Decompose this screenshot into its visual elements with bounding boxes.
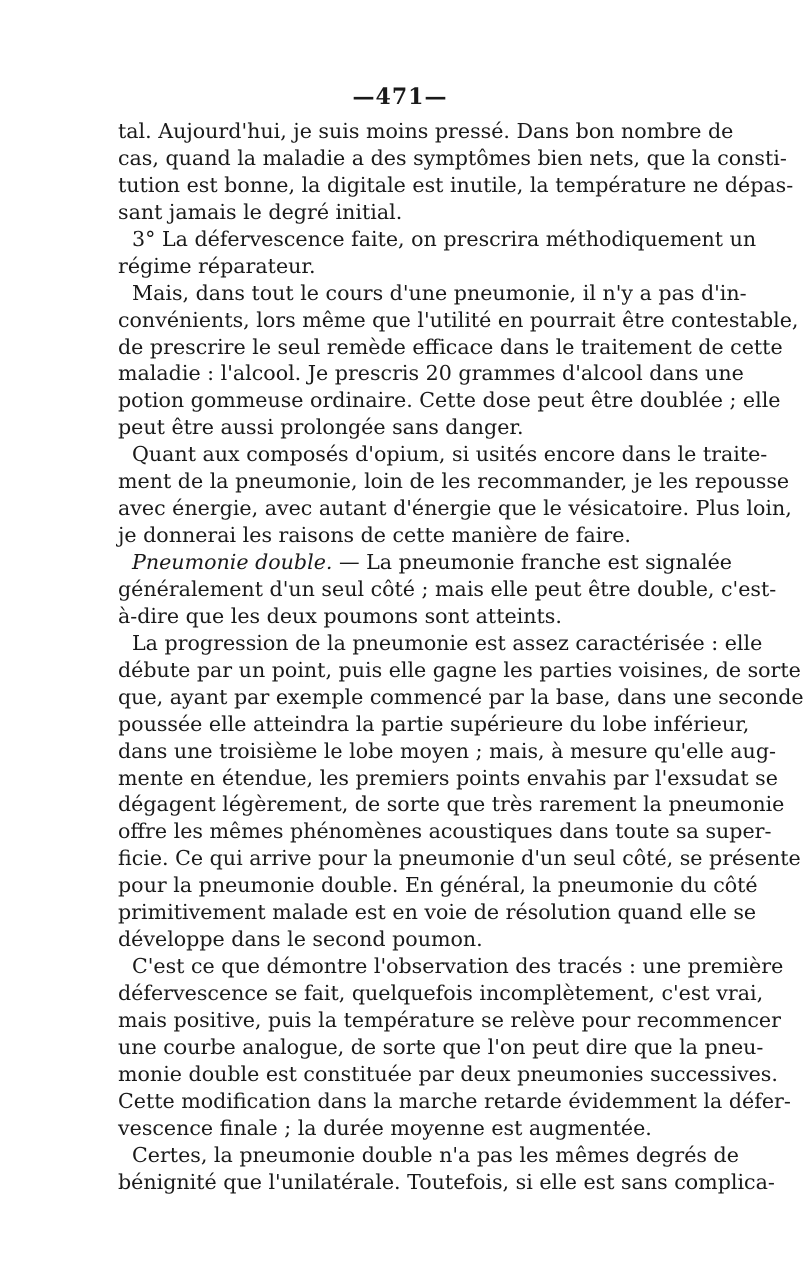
page-number: —471— [352,84,448,110]
text-line: Certes, la pneumonie double n'a pas les mêmes degrés de [132,1142,739,1167]
text-line: ment de la pneumonie, loin de les recommander, je les repousse [118,469,790,494]
text-line: à-dire que les deux poumons sont atteints. [118,603,562,628]
text-line: débute par un point, puis elle gagne les parties voisines, de sorte [118,657,801,682]
text-line: monie double est constituée par deux pneumonies successives. [118,1061,778,1086]
text-line: tution est bonne, la digitale est inutile, la température ne dépas- [118,172,794,197]
text-line: avec énergie, avec autant d'énergie que le vésicatoire. Plus loin, [118,496,792,521]
text-line: poussée elle atteindra la partie supérieure du lobe inférieur, [118,711,750,736]
text-line: dégagent légèrement, de sorte que très rarement la pneumonie [118,792,785,817]
text-line: une courbe analogue, de sorte que l'on peut dire que la pneu- [118,1034,764,1059]
text-line: régime réparateur. [118,253,316,278]
text-line: peut être aussi prolongée sans danger. [118,415,524,440]
section-heading: Pneumonie double. [132,550,333,574]
text-line: cas, quand la maladie a des symptômes bien nets, que la consti- [118,145,787,170]
text-line: 3° La défervescence faite, on prescrira méthodiquement un [132,226,757,251]
text-line: tal. Aujourd'hui, je suis moins pressé. Dans bon nombre de [118,119,734,143]
text-line: je donnerai les raisons de cette manière de faire. [118,523,631,548]
text-line-rest: — La pneumonie franche est signalée [338,550,732,574]
text-line: ficie. Ce qui arrive pour la pneumonie d'un seul côté, se présente [118,846,801,871]
text-line: sant jamais le degré initial. [118,199,403,224]
text-line: dans une troisième le lobe moyen ; mais, à mesure qu'elle aug- [118,738,776,763]
text-line: Mais, dans tout le cours d'une pneumonie, il n'y a pas d'in- [132,280,747,305]
text-line: potion gommeuse ordinaire. Cette dose peut être doublée ; elle [118,388,781,413]
text-line: primitivement malade est en voie de résolution quand elle se [118,900,757,925]
text-line: développe dans le second poumon. [118,927,483,952]
text-line: généralement d'un seul côté ; mais elle peut être double, c'est- [118,576,777,601]
text-line: convénients, lors même que l'utilité en pourrait être contestable, [118,307,799,332]
text-line: défervescence se fait, quelquefois incomplètement, c'est vrai, [118,981,764,1005]
text-line: La progression de la pneumonie est assez caractérisée : elle [132,630,763,655]
text-line: que, ayant par exemple commencé par la base, dans une seconde [118,684,804,709]
body-text [118,118,804,1196]
text-line: de prescrire le seul remède efficace dans le traitement de cette [118,334,783,359]
text-line: mais positive, puis la température se relève pour recommencer [118,1007,781,1032]
text-line: offre les mêmes phénomènes acoustiques dans toute sa super- [118,819,772,844]
section-heading-line [118,549,732,576]
text-line: bénignité que l'unilatérale. Toutefois, si elle est sans complica- [118,1169,775,1194]
text-line: C'est ce que démontre l'observation des tracés : une première [132,954,784,979]
text-line: vescence finale ; la durée moyenne est augmentée. [118,1115,652,1140]
text-line: maladie : l'alcool. Je prescris 20 grammes d'alcool dans une [118,361,744,386]
text-line: pour la pneumonie double. En général, la pneumonie du côté [118,873,758,898]
text-line: mente en étendue, les premiers points envahis par l'exsudat se [118,765,778,790]
text-line: Quant aux composés d'opium, si usités encore dans le traite- [132,442,768,467]
text-line: Cette modification dans la marche retarde évidemment la défer- [118,1088,791,1113]
